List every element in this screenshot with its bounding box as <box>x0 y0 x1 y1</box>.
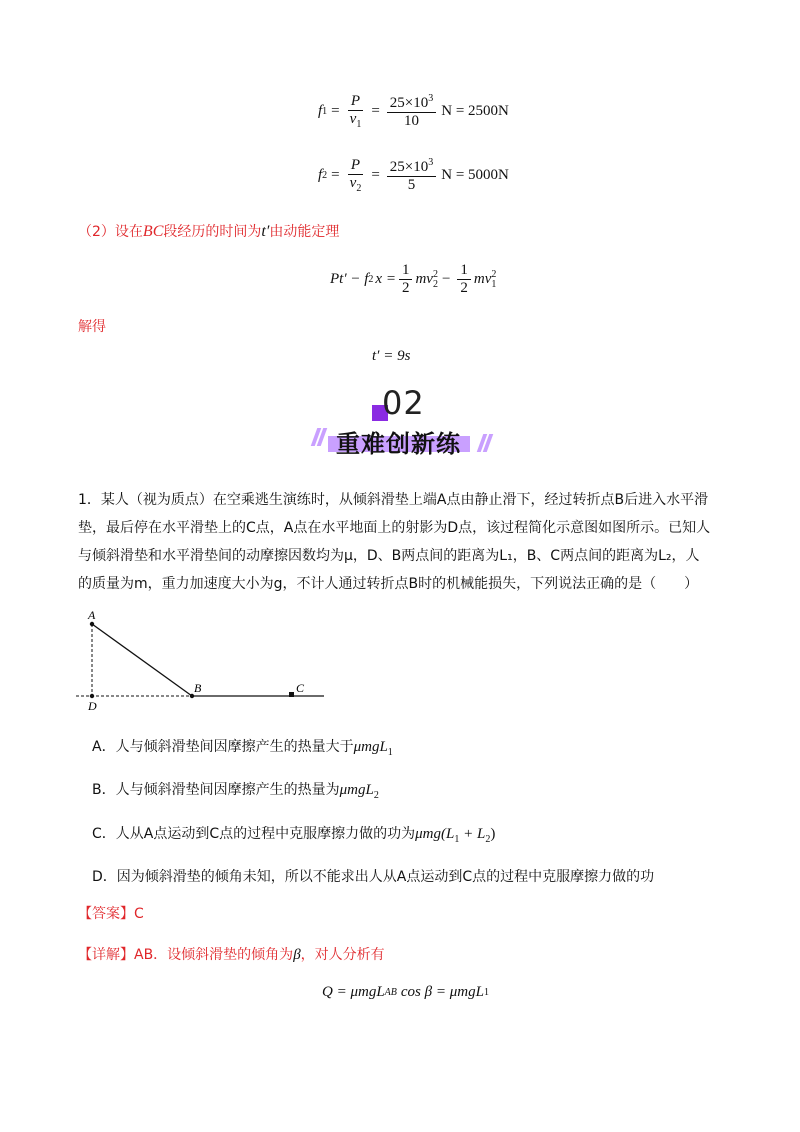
question-line: 1．某人（视为质点）在空乘逃生演练时，从倾斜滑垫上端A点由静止滑下，经过转折点B后进入水平滑 <box>78 492 709 508</box>
energy-mv-1: mv <box>415 271 433 288</box>
label-a: A <box>88 608 96 622</box>
detail-formula-sub-1: 1 <box>483 987 489 998</box>
option-c-formula: μmg(L <box>415 826 455 842</box>
detail-text: AB．设倾斜滑垫的倾角为 <box>134 947 294 963</box>
question-line: 垫，最后停在水平滑垫上的C点，A点在水平地面上的射影为D点，该过程简化示意图如图所示。已知人 <box>78 520 711 536</box>
option-d[interactable] <box>92 866 654 886</box>
option-d-label: D．因为倾斜滑垫的倾角未知，所以不能求出人从A点运动到C点的过程中克服摩擦力做的功 <box>92 869 655 885</box>
energy-half-num-1: 1 <box>399 262 413 280</box>
f2-frac2-sup: 3 <box>428 157 434 169</box>
energy-left: Pt′ − f <box>330 271 369 288</box>
energy-half-2 <box>457 262 471 298</box>
f2-frac2-den: 5 <box>407 177 416 194</box>
energy-sq-2: 2 <box>491 268 497 280</box>
option-b[interactable] <box>92 779 379 801</box>
label-b: B <box>194 681 202 695</box>
f1-lhs: f <box>318 103 323 120</box>
detail-tag: 【详解】 <box>78 947 134 963</box>
formula-f2: f 2 = $\frac{P}{v_2}$ = $\frac{25\times 10^3}{5}$ N = 5000N <box>318 157 509 195</box>
energy-half-den-2: 2 <box>460 280 468 297</box>
formula-f1: f 1 = $\frac{P}{v_1}$ = $\frac{25\times 10^3}{10}$ N = 2500N <box>318 93 509 131</box>
energy-sq-1: 2 <box>432 268 438 280</box>
detail-line <box>78 944 385 964</box>
option-a-formula: μmgL <box>353 739 388 755</box>
energy-half-den-1: 2 <box>401 280 410 297</box>
detail-suffix: ，对人分析有 <box>300 947 385 963</box>
answer-tag: 【答案】 <box>78 906 134 922</box>
option-c[interactable] <box>92 823 495 845</box>
answer-line <box>78 903 144 923</box>
detail-formula-mid: cos β = μmgL <box>400 984 484 1000</box>
energy-sub-1: 2 <box>432 278 438 290</box>
f2-frac1-den: v <box>349 175 357 192</box>
step2-suffix: 由动能定理 <box>269 224 340 240</box>
badge-title: 重难创新练 <box>336 430 461 458</box>
energy-half-1 <box>399 262 413 298</box>
f1-frac2-den: 10 <box>404 113 420 130</box>
f2-lhs: f <box>318 167 323 184</box>
step2-middle: 段经历的时间为 <box>163 224 262 240</box>
option-c-label: C．人从A点运动到C点的过程中克服摩擦力做的功为 <box>92 826 416 842</box>
option-b-label: B．人与倾斜滑垫间因摩擦产生的热量为 <box>92 782 340 798</box>
question-text <box>78 486 738 598</box>
option-c-sub2: 2 <box>485 833 491 845</box>
answer-value: C <box>134 906 144 922</box>
badge-number: 02 <box>382 384 425 422</box>
f1-frac2-num: 25×10 <box>389 95 429 112</box>
option-b-formula: μmgL <box>339 782 374 798</box>
f2-frac1-den-sub: 2 <box>356 183 362 195</box>
option-a[interactable] <box>92 736 393 758</box>
section-badge <box>300 384 500 468</box>
step2-t: t′ <box>261 223 270 240</box>
f1-result: N = 2500N <box>441 103 509 120</box>
step2-bc: BC <box>142 223 164 240</box>
detail-formula-sub-ab: AB <box>384 987 397 998</box>
slide-diagram <box>74 606 334 714</box>
f2-frac1-num: P <box>348 157 363 175</box>
detail-formula-left: Q = μmgL <box>322 984 385 1000</box>
point-a <box>90 622 94 626</box>
label-c: C <box>296 681 305 695</box>
energy-half-num-2: 1 <box>457 262 471 280</box>
step2-line <box>78 221 339 241</box>
question-line: 与倾斜滑垫和水平滑垫间的动摩擦因数均为μ，D、B两点间的距离为L₁，B、C两点间的距离为L₂，人 <box>78 548 700 564</box>
option-c-close: ) <box>490 826 496 842</box>
option-a-sub: 1 <box>387 746 393 758</box>
f2-frac-p-v <box>347 157 365 195</box>
step2-prefix: （2）设在 <box>78 224 143 240</box>
option-c-tail: + L <box>459 826 486 842</box>
f2-frac2-num: 25×10 <box>389 159 429 176</box>
f1-frac2-sup: 3 <box>428 93 434 105</box>
f1-frac1-den-sub: 1 <box>356 119 362 131</box>
energy-left-sub: 2 <box>368 274 374 286</box>
f1-frac-values <box>387 93 436 131</box>
option-c-sub1: 1 <box>454 833 460 845</box>
energy-sub-2: 1 <box>491 278 497 290</box>
point-c <box>289 692 294 697</box>
formula-detail <box>322 984 489 1001</box>
option-b-sub: 2 <box>373 789 379 801</box>
f1-frac-p-v <box>347 93 365 131</box>
label-d: D <box>88 699 97 713</box>
option-a-label: A．人与倾斜滑垫间因摩擦产生的热量大于 <box>92 739 354 755</box>
f2-result: N = 5000N <box>441 167 509 184</box>
f1-lhs-sub: 1 <box>322 106 328 118</box>
f1-frac1-den: v <box>349 111 357 128</box>
energy-mv-2: mv <box>473 271 492 288</box>
energy-minus: − <box>441 271 451 288</box>
energy-left2: x = <box>375 271 396 288</box>
f1-frac1-num: P <box>348 93 363 111</box>
question-line: 的质量为m，重力加速度大小为g，不计人通过转折点B时的机械能损失，下列说法正确的是（ ） <box>78 576 699 592</box>
f2-lhs-sub: 2 <box>322 170 328 182</box>
formula-energy <box>330 262 496 298</box>
point-d <box>90 694 94 698</box>
slope-line <box>92 624 192 696</box>
solve-label: 解得 <box>78 319 106 335</box>
formula-answer: t′ = 9s <box>372 348 411 364</box>
detail-beta: β <box>293 947 301 963</box>
f2-frac-values <box>387 157 436 195</box>
